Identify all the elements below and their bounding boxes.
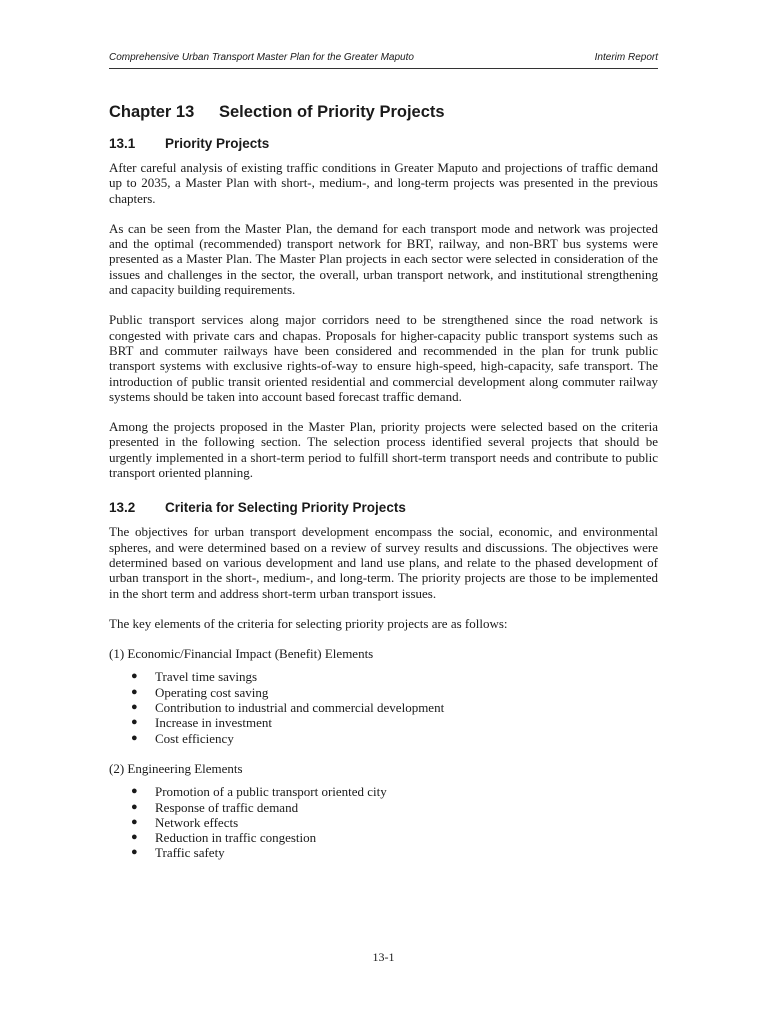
- page-number: 13-1: [372, 950, 395, 964]
- list-item-text: Cost efficiency: [155, 730, 234, 746]
- list-item-text: Operating cost saving: [155, 684, 269, 700]
- list-item: [109, 830, 658, 845]
- paragraph: The key elements of the criteria for selecting priority projects are as follows:: [109, 615, 508, 631]
- bullet-list: [109, 669, 658, 745]
- list-item-text: Reduction in traffic congestion: [155, 830, 317, 846]
- bullet-icon: ●: [131, 731, 138, 744]
- list-item: [109, 800, 658, 815]
- paragraph: Among the projects proposed in the Master Plan, priority projects were selected based on the criteria presented in the following section. The selection process identified several projects that should be urgently implemented in a short-term period to fulfill short-term transport needs and contribute to public transport oriented planning.: [109, 419, 658, 481]
- paragraph: Public transport services along major corridors need to be strengthened since the road network is congested with private cars and chapas. Proposals for higher-capacity public transport systems such as BRT and commuter railways have been considered and recommended in the plan for trunk public transport systems with exclusive rights-of-way to ensure high-speed, high-capacity, safe transport. The introduction of public transit oriented residential and commercial development along commuter railway systems should be taken into account based forecast traffic demand.: [109, 312, 658, 404]
- section-number: 13.2: [109, 500, 136, 516]
- list-item: [109, 845, 658, 860]
- bullet-icon: ●: [131, 831, 138, 844]
- paragraph: After careful analysis of existing traffic conditions in Greater Maputo and projections of traffic demand up to 2035, a Master Plan with short-, medium-, and long-term projects was presented in the previous chapters.: [109, 160, 658, 206]
- section-number: 13.1: [109, 136, 136, 151]
- chapter-number: Chapter 13: [109, 103, 195, 121]
- bullet-icon: ●: [131, 701, 138, 714]
- page-content: [109, 100, 658, 876]
- criteria-group-title: (2) Engineering Elements: [109, 760, 243, 776]
- section-title: Priority Projects: [165, 136, 270, 151]
- list-item-text: Promotion of a public transport oriented city: [155, 784, 387, 800]
- bullet-list: [109, 784, 658, 860]
- list-item: [109, 669, 658, 684]
- list-item: [109, 731, 658, 746]
- paragraph: The objectives for urban transport development encompass the social, economic, and environmental spheres, and were determined based on a review of survey results and discussions. The objectives were determined based on various development and land use plans, and relate to the phased development of urban transport in the short-, medium-, and long-term. The priority projects are those to be implemented in the short term and address short-term urban transport issues.: [109, 524, 658, 601]
- document-page: [109, 0, 658, 1024]
- bullet-icon: ●: [131, 670, 138, 683]
- list-item: [109, 685, 658, 700]
- list-item-text: Increase in investment: [155, 715, 272, 731]
- list-item: [109, 784, 658, 799]
- bullet-icon: ●: [131, 846, 138, 859]
- list-item: [109, 815, 658, 830]
- section-heading-13-1: [109, 134, 658, 154]
- chapter-title: Selection of Priority Projects: [219, 103, 445, 121]
- list-item-text: Traffic safety: [155, 845, 225, 861]
- bullet-icon: ●: [131, 785, 138, 798]
- bullet-icon: ●: [131, 800, 138, 813]
- bullet-icon: ●: [131, 685, 138, 698]
- section-title: Criteria for Selecting Priority Projects: [165, 500, 406, 516]
- chapter-heading: [109, 100, 658, 124]
- list-item-text: Network effects: [155, 814, 239, 830]
- list-item: [109, 700, 658, 715]
- list-item-text: Response of traffic demand: [155, 799, 299, 815]
- header-document-title: Comprehensive Urban Transport Master Plan for the Greater Maputo: [109, 52, 414, 63]
- running-header: [109, 51, 658, 69]
- paragraph: As can be seen from the Master Plan, the demand for each transport mode and network was projected and the optimal (recommended) transport network for BRT, railway, and non-BRT bus systems were presented as a Master Plan. The Master Plan projects in each sector were selected in consideration of the issues and challenges in the sector, the overall, urban transport network, and institutional strengthening and capacity building requirements.: [109, 220, 658, 298]
- header-report-type: Interim Report: [594, 52, 658, 63]
- list-item-text: Contribution to industrial and commercial development: [155, 700, 445, 716]
- bullet-icon: ●: [131, 815, 138, 828]
- criteria-group-title: (1) Economic/Financial Impact (Benefit) Elements: [109, 646, 374, 662]
- bullet-icon: ●: [131, 716, 138, 729]
- section-heading-13-2: [109, 498, 658, 518]
- list-item: [109, 715, 658, 730]
- list-item-text: Travel time savings: [155, 669, 258, 685]
